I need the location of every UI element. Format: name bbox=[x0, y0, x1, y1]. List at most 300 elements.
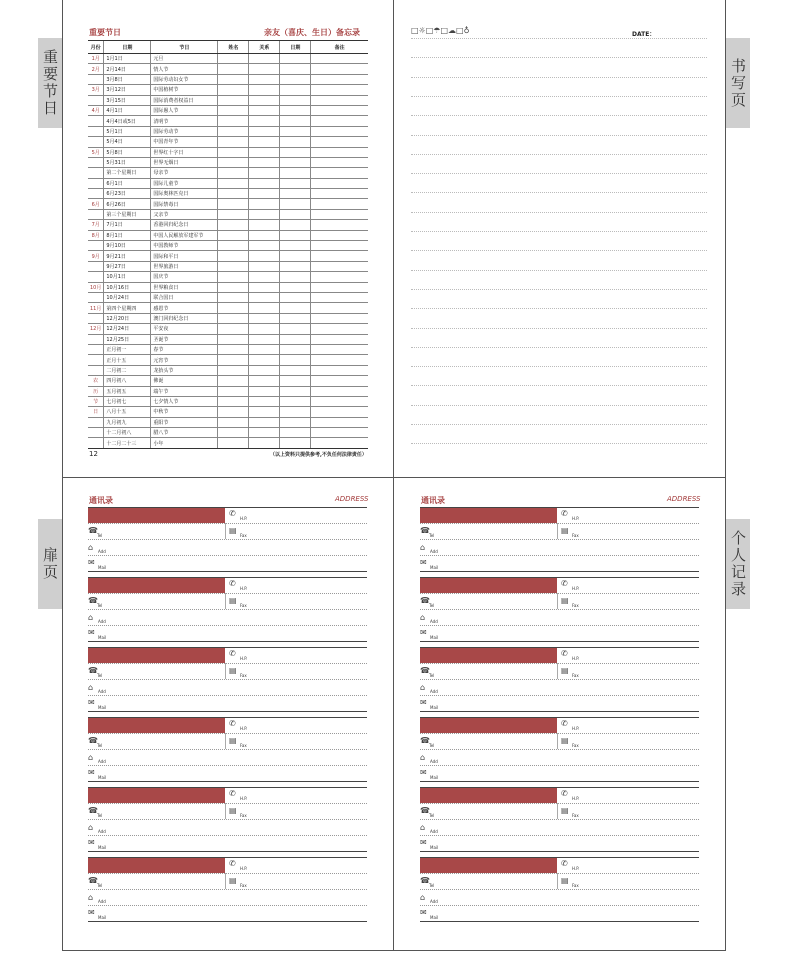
memo-cell[interactable] bbox=[218, 386, 249, 396]
holiday-date: 10月16日 bbox=[104, 282, 151, 292]
memo-cell[interactable] bbox=[280, 157, 311, 167]
writing-line[interactable] bbox=[411, 347, 707, 348]
memo-cell[interactable] bbox=[249, 344, 280, 354]
holiday-name: 端午节 bbox=[151, 386, 218, 396]
contact-line bbox=[420, 711, 699, 712]
memo-cell[interactable] bbox=[249, 85, 280, 95]
writing-line[interactable] bbox=[411, 212, 707, 213]
contact-card bbox=[88, 787, 367, 857]
contact-line bbox=[420, 873, 699, 874]
memo-cell[interactable] bbox=[218, 209, 249, 219]
holiday-row bbox=[88, 105, 368, 115]
holiday-month: 历 bbox=[88, 386, 104, 396]
memo-cell[interactable] bbox=[249, 105, 280, 115]
memo-cell[interactable] bbox=[218, 116, 249, 126]
contact-line bbox=[420, 593, 699, 594]
memo-cell[interactable] bbox=[249, 74, 280, 84]
memo-cell[interactable] bbox=[249, 116, 280, 126]
holiday-name: 国庆节 bbox=[151, 272, 218, 282]
memo-cell[interactable] bbox=[280, 137, 311, 147]
memo-cell[interactable] bbox=[280, 376, 311, 386]
hp-label: H.P. bbox=[240, 586, 248, 591]
hp-label: H.P. bbox=[572, 726, 580, 731]
memo-cell[interactable] bbox=[218, 355, 249, 365]
holiday-row bbox=[88, 282, 368, 292]
memo-cell[interactable] bbox=[218, 126, 249, 136]
field-divider bbox=[225, 593, 226, 609]
memo-cell[interactable] bbox=[280, 292, 311, 302]
writing-line[interactable] bbox=[411, 385, 707, 386]
memo-cell[interactable] bbox=[249, 241, 280, 251]
writing-line[interactable] bbox=[411, 308, 707, 309]
writing-line[interactable] bbox=[411, 154, 707, 155]
fax-label: Fax bbox=[572, 533, 579, 538]
memo-cell[interactable] bbox=[311, 417, 368, 427]
holiday-date: 5月1日 bbox=[104, 126, 151, 136]
hp-label: H.P. bbox=[240, 656, 248, 661]
memo-cell[interactable] bbox=[218, 64, 249, 74]
name-field[interactable] bbox=[420, 647, 557, 663]
holiday-row bbox=[88, 313, 368, 323]
memo-cell[interactable] bbox=[249, 157, 280, 167]
address-icon: ⌂ bbox=[420, 823, 426, 832]
memo-cell[interactable] bbox=[311, 85, 368, 95]
holiday-name: 腊八节 bbox=[151, 428, 218, 438]
memo-cell[interactable] bbox=[218, 261, 249, 271]
tel-label: Tel bbox=[429, 533, 435, 538]
name-field[interactable] bbox=[88, 507, 225, 523]
memo-cell[interactable] bbox=[311, 386, 368, 396]
memo-cell[interactable] bbox=[280, 241, 311, 251]
memo-cell[interactable] bbox=[249, 251, 280, 261]
side-tab-writing-page[interactable] bbox=[726, 38, 750, 128]
memo-cell[interactable] bbox=[218, 376, 249, 386]
contact-card bbox=[88, 577, 367, 647]
memo-cell[interactable] bbox=[218, 365, 249, 375]
memo-cell[interactable] bbox=[311, 199, 368, 209]
holiday-month bbox=[88, 209, 104, 219]
memo-cell[interactable] bbox=[280, 313, 311, 323]
holiday-month: 5月 bbox=[88, 147, 104, 157]
name-field[interactable] bbox=[88, 787, 225, 803]
memo-cell[interactable] bbox=[311, 209, 368, 219]
memo-cell[interactable] bbox=[311, 147, 368, 157]
contact-line bbox=[420, 733, 699, 734]
fax-label: Fax bbox=[240, 883, 247, 888]
memo-cell[interactable] bbox=[218, 241, 249, 251]
side-tab-label: 个人记录 bbox=[729, 530, 747, 598]
memo-cell[interactable] bbox=[280, 365, 311, 375]
memo-cell[interactable] bbox=[218, 303, 249, 313]
memo-cell[interactable] bbox=[218, 157, 249, 167]
memo-cell[interactable] bbox=[311, 74, 368, 84]
memo-cell[interactable] bbox=[311, 313, 368, 323]
tel-label: Tel bbox=[97, 883, 103, 888]
memo-cell[interactable] bbox=[249, 407, 280, 417]
fax-icon: ▤ bbox=[229, 526, 237, 535]
memo-cell[interactable] bbox=[280, 251, 311, 261]
memo-cell[interactable] bbox=[280, 407, 311, 417]
holiday-name: 春节 bbox=[151, 344, 218, 354]
memo-cell[interactable] bbox=[218, 292, 249, 302]
contact-card bbox=[88, 857, 367, 927]
memo-cell[interactable] bbox=[311, 376, 368, 386]
writing-line[interactable] bbox=[411, 289, 707, 290]
holiday-date: 9月21日 bbox=[104, 251, 151, 261]
memo-cell[interactable] bbox=[218, 189, 249, 199]
phone-icon: ☎ bbox=[420, 876, 430, 885]
add-label: Add bbox=[430, 619, 438, 624]
col-relation: 关系 bbox=[249, 41, 280, 54]
contact-line bbox=[88, 787, 367, 788]
memo-cell[interactable] bbox=[280, 168, 311, 178]
memo-cell[interactable] bbox=[311, 396, 368, 406]
memo-cell[interactable] bbox=[218, 334, 249, 344]
contact-card bbox=[420, 717, 699, 787]
holiday-month: 7月 bbox=[88, 220, 104, 230]
contact-line bbox=[88, 711, 367, 712]
memo-cell[interactable] bbox=[249, 417, 280, 427]
holiday-row bbox=[88, 261, 368, 271]
writing-line[interactable] bbox=[411, 96, 707, 97]
memo-cell[interactable] bbox=[280, 126, 311, 136]
memo-cell[interactable] bbox=[218, 54, 249, 64]
holiday-name: 感恩节 bbox=[151, 303, 218, 313]
memo-cell[interactable] bbox=[249, 396, 280, 406]
memo-cell[interactable] bbox=[249, 126, 280, 136]
holiday-month bbox=[88, 261, 104, 271]
memo-cell[interactable] bbox=[218, 95, 249, 105]
memo-cell[interactable] bbox=[249, 376, 280, 386]
contact-line bbox=[420, 647, 699, 648]
memo-cell[interactable] bbox=[280, 386, 311, 396]
memo-cell[interactable] bbox=[280, 344, 311, 354]
mobile-icon: ✆ bbox=[229, 719, 236, 728]
memo-cell[interactable] bbox=[280, 303, 311, 313]
memo-cell[interactable] bbox=[280, 230, 311, 240]
contact-line bbox=[88, 851, 367, 852]
memo-cell[interactable] bbox=[218, 168, 249, 178]
holiday-row bbox=[88, 157, 368, 167]
memo-cell[interactable] bbox=[311, 272, 368, 282]
memo-cell[interactable] bbox=[311, 220, 368, 230]
phone-icon: ☎ bbox=[88, 526, 98, 535]
writing-line[interactable] bbox=[411, 135, 707, 136]
name-field[interactable] bbox=[420, 787, 557, 803]
memo-cell[interactable] bbox=[280, 147, 311, 157]
memo-cell[interactable] bbox=[311, 230, 368, 240]
memo-cell[interactable] bbox=[311, 365, 368, 375]
memo-cell[interactable] bbox=[218, 407, 249, 417]
side-tab-personal-records[interactable] bbox=[726, 519, 750, 609]
memo-cell[interactable] bbox=[218, 313, 249, 323]
memo-cell[interactable] bbox=[249, 168, 280, 178]
contact-card bbox=[420, 507, 699, 577]
memo-cell[interactable] bbox=[311, 438, 368, 448]
mobile-icon: ✆ bbox=[561, 859, 568, 868]
name-field[interactable] bbox=[88, 857, 225, 873]
memo-cell[interactable] bbox=[311, 105, 368, 115]
memo-cell[interactable] bbox=[280, 64, 311, 74]
writing-line[interactable] bbox=[411, 77, 707, 78]
phone-icon: ☎ bbox=[420, 596, 430, 605]
mobile-icon: ✆ bbox=[561, 649, 568, 658]
writing-line[interactable] bbox=[411, 270, 707, 271]
memo-cell[interactable] bbox=[280, 199, 311, 209]
add-label: Add bbox=[430, 899, 438, 904]
memo-cell[interactable] bbox=[249, 209, 280, 219]
memo-cell[interactable] bbox=[249, 428, 280, 438]
memo-cell[interactable] bbox=[218, 344, 249, 354]
fax-icon: ▤ bbox=[561, 736, 569, 745]
writing-line[interactable] bbox=[411, 405, 707, 406]
memo-cell[interactable] bbox=[249, 365, 280, 375]
writing-line[interactable] bbox=[411, 192, 707, 193]
memo-cell[interactable] bbox=[280, 355, 311, 365]
memo-cell[interactable] bbox=[311, 126, 368, 136]
memo-cell[interactable] bbox=[249, 189, 280, 199]
add-label: Add bbox=[430, 759, 438, 764]
hp-label: H.P. bbox=[240, 726, 248, 731]
memo-cell[interactable] bbox=[280, 54, 311, 64]
memo-cell[interactable] bbox=[218, 85, 249, 95]
memo-cell[interactable] bbox=[249, 386, 280, 396]
writing-line[interactable] bbox=[411, 424, 707, 425]
hp-label: H.P. bbox=[572, 516, 580, 521]
mail-label: Mail bbox=[98, 915, 107, 920]
memo-cell[interactable] bbox=[311, 157, 368, 167]
memo-cell[interactable] bbox=[218, 324, 249, 334]
holiday-row bbox=[88, 178, 368, 188]
writing-line[interactable] bbox=[411, 443, 707, 444]
holiday-month bbox=[88, 313, 104, 323]
holiday-row bbox=[88, 386, 368, 396]
memo-cell[interactable] bbox=[218, 220, 249, 230]
memo-cell[interactable] bbox=[311, 355, 368, 365]
fax-label: Fax bbox=[572, 673, 579, 678]
memo-cell[interactable] bbox=[311, 251, 368, 261]
memo-cell[interactable] bbox=[311, 407, 368, 417]
memo-cell[interactable] bbox=[218, 178, 249, 188]
memo-cell[interactable] bbox=[280, 178, 311, 188]
memo-cell[interactable] bbox=[311, 95, 368, 105]
memo-cell[interactable] bbox=[218, 417, 249, 427]
memo-cell[interactable] bbox=[280, 438, 311, 448]
memo-cell[interactable] bbox=[249, 313, 280, 323]
memo-cell[interactable] bbox=[311, 168, 368, 178]
memo-cell[interactable] bbox=[311, 261, 368, 271]
contact-line bbox=[88, 835, 367, 836]
memo-cell[interactable] bbox=[249, 54, 280, 64]
memo-cell[interactable] bbox=[218, 428, 249, 438]
memo-cell[interactable] bbox=[249, 95, 280, 105]
mail-icon: ✉ bbox=[420, 838, 427, 847]
memo-cell[interactable] bbox=[249, 178, 280, 188]
memo-cell[interactable] bbox=[311, 64, 368, 74]
address-icon: ⌂ bbox=[420, 753, 426, 762]
name-field[interactable] bbox=[420, 507, 557, 523]
mobile-icon: ✆ bbox=[561, 509, 568, 518]
holiday-date: 第三个星期日 bbox=[104, 209, 151, 219]
memo-cell[interactable] bbox=[218, 251, 249, 261]
holiday-name: 国际愚人节 bbox=[151, 105, 218, 115]
holiday-date: 五月初五 bbox=[104, 386, 151, 396]
side-tab-label: 扉页 bbox=[41, 547, 59, 581]
writing-line[interactable] bbox=[411, 57, 707, 58]
memo-cell[interactable] bbox=[280, 396, 311, 406]
memo-cell[interactable] bbox=[218, 147, 249, 157]
memo-cell[interactable] bbox=[280, 261, 311, 271]
holiday-name: 世界无烟日 bbox=[151, 157, 218, 167]
memo-cell[interactable] bbox=[249, 334, 280, 344]
writing-line[interactable] bbox=[411, 250, 707, 251]
fax-label: Fax bbox=[572, 813, 579, 818]
name-field[interactable] bbox=[420, 577, 557, 593]
mobile-icon: ✆ bbox=[229, 509, 236, 518]
name-field[interactable] bbox=[420, 857, 557, 873]
memo-cell[interactable] bbox=[311, 324, 368, 334]
memo-cell[interactable] bbox=[311, 428, 368, 438]
mail-icon: ✉ bbox=[88, 908, 95, 917]
fax-label: Fax bbox=[572, 603, 579, 608]
tel-label: Tel bbox=[429, 883, 435, 888]
memo-cell[interactable] bbox=[280, 220, 311, 230]
writing-line[interactable] bbox=[411, 173, 707, 174]
memo-cell[interactable] bbox=[311, 344, 368, 354]
col-holiday: 节日 bbox=[151, 41, 218, 54]
memo-cell[interactable] bbox=[280, 116, 311, 126]
name-field[interactable] bbox=[88, 577, 225, 593]
side-tab-important-days[interactable] bbox=[38, 38, 62, 128]
contact-line bbox=[88, 873, 367, 874]
memo-cell[interactable] bbox=[311, 178, 368, 188]
add-label: Add bbox=[98, 829, 106, 834]
memo-cell[interactable] bbox=[311, 116, 368, 126]
field-divider bbox=[225, 663, 226, 679]
writing-line[interactable] bbox=[411, 115, 707, 116]
memo-cell[interactable] bbox=[249, 324, 280, 334]
memo-cell[interactable] bbox=[249, 147, 280, 157]
memo-cell[interactable] bbox=[311, 292, 368, 302]
memo-cell[interactable] bbox=[311, 137, 368, 147]
holiday-month bbox=[88, 334, 104, 344]
memo-cell[interactable] bbox=[280, 417, 311, 427]
memo-cell[interactable] bbox=[280, 74, 311, 84]
contact-card bbox=[420, 647, 699, 717]
hp-label: H.P. bbox=[572, 586, 580, 591]
contact-line bbox=[420, 765, 699, 766]
writing-line[interactable] bbox=[411, 231, 707, 232]
date-label: DATE： bbox=[632, 31, 656, 38]
add-label: Add bbox=[98, 619, 106, 624]
fax-icon: ▤ bbox=[229, 876, 237, 885]
memo-cell[interactable] bbox=[311, 282, 368, 292]
fax-icon: ▤ bbox=[229, 666, 237, 675]
memo-cell[interactable] bbox=[249, 261, 280, 271]
holiday-month bbox=[88, 292, 104, 302]
mail-icon: ✉ bbox=[420, 768, 427, 777]
name-field[interactable] bbox=[88, 717, 225, 733]
memo-cell[interactable] bbox=[249, 282, 280, 292]
holiday-name: 重阳节 bbox=[151, 417, 218, 427]
holiday-name: 国际儿童节 bbox=[151, 178, 218, 188]
memo-cell[interactable] bbox=[311, 54, 368, 64]
memo-cell[interactable] bbox=[280, 189, 311, 199]
memo-cell[interactable] bbox=[280, 324, 311, 334]
memo-cell[interactable] bbox=[218, 199, 249, 209]
memo-cell[interactable] bbox=[311, 303, 368, 313]
memo-cell[interactable] bbox=[218, 74, 249, 84]
field-divider bbox=[557, 803, 558, 819]
contact-line bbox=[420, 641, 699, 642]
name-field[interactable] bbox=[88, 647, 225, 663]
memo-cell[interactable] bbox=[311, 334, 368, 344]
memo-cell[interactable] bbox=[249, 272, 280, 282]
memo-cell[interactable] bbox=[218, 396, 249, 406]
memo-cell[interactable] bbox=[311, 189, 368, 199]
memo-cell[interactable] bbox=[249, 137, 280, 147]
holiday-name: 世界旅游日 bbox=[151, 261, 218, 271]
memo-cell[interactable] bbox=[280, 272, 311, 282]
memo-cell[interactable] bbox=[218, 105, 249, 115]
memo-cell[interactable] bbox=[311, 241, 368, 251]
memo-cell[interactable] bbox=[249, 355, 280, 365]
memo-cell[interactable] bbox=[218, 282, 249, 292]
memo-cell[interactable] bbox=[249, 303, 280, 313]
memo-cell[interactable] bbox=[249, 220, 280, 230]
holiday-month: 11月 bbox=[88, 303, 104, 313]
memo-cell[interactable] bbox=[218, 438, 249, 448]
holiday-row bbox=[88, 189, 368, 199]
mail-label: Mail bbox=[430, 705, 439, 710]
holiday-month bbox=[88, 178, 104, 188]
memo-cell[interactable] bbox=[249, 230, 280, 240]
memo-cell[interactable] bbox=[249, 64, 280, 74]
holiday-date: 正月十五 bbox=[104, 355, 151, 365]
memo-cell[interactable] bbox=[280, 282, 311, 292]
fax-icon: ▤ bbox=[229, 806, 237, 815]
memo-cell[interactable] bbox=[249, 199, 280, 209]
memo-cell[interactable] bbox=[218, 137, 249, 147]
address-icon: ⌂ bbox=[88, 543, 94, 552]
fax-icon: ▤ bbox=[561, 526, 569, 535]
contact-line bbox=[88, 577, 367, 578]
add-label: Add bbox=[98, 899, 106, 904]
memo-cell[interactable] bbox=[280, 428, 311, 438]
memo-cell[interactable] bbox=[280, 105, 311, 115]
side-tab-title-page[interactable] bbox=[38, 519, 62, 609]
memo-cell[interactable] bbox=[280, 209, 311, 219]
memo-cell[interactable] bbox=[218, 272, 249, 282]
writing-line[interactable] bbox=[411, 328, 707, 329]
memo-cell[interactable] bbox=[218, 230, 249, 240]
memo-cell[interactable] bbox=[280, 85, 311, 95]
writing-line[interactable] bbox=[411, 366, 707, 367]
address-icon: ⌂ bbox=[88, 753, 94, 762]
holiday-date: 5月31日 bbox=[104, 157, 151, 167]
memo-cell[interactable] bbox=[249, 438, 280, 448]
holiday-date: 七月初七 bbox=[104, 396, 151, 406]
memo-cell[interactable] bbox=[280, 95, 311, 105]
writing-line[interactable] bbox=[411, 38, 707, 39]
name-field[interactable] bbox=[420, 717, 557, 733]
holiday-date: 10月1日 bbox=[104, 272, 151, 282]
contact-card bbox=[420, 787, 699, 857]
memo-cell[interactable] bbox=[249, 292, 280, 302]
holiday-date: 12月20日 bbox=[104, 313, 151, 323]
memo-title: 亲友（喜庆、生日）备忘录 bbox=[264, 28, 360, 37]
memo-cell[interactable] bbox=[280, 334, 311, 344]
